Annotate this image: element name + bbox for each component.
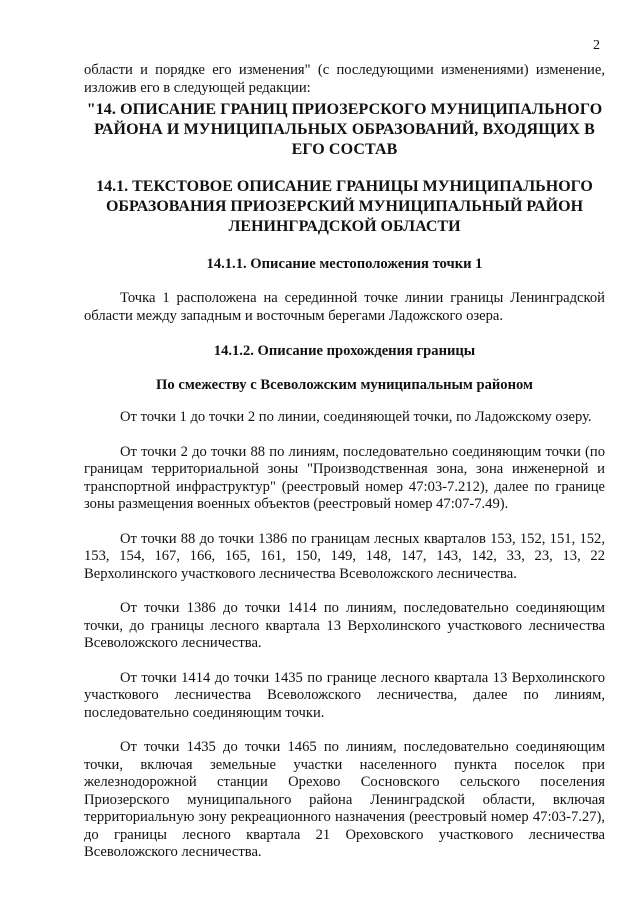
boundary-paragraph: От точки 88 до точки 1386 по границам лесных кварталов 153, 152, 151, 152, 153, 154, 167, 166, 165, 161, 150, 149, 148, 147, 143, 142, 33, 23, 13, 22 Верхолинского участкового лесничества Всеволожского лесничества.	[84, 530, 605, 582]
section-heading-location: 14.1.1. Описание местоположения точки 1	[206, 256, 483, 272]
document-body	[84, 62, 605, 862]
intro-text: области и порядке его изменения" (с последующими изменениями) изменение, изложив его в следующей редакции:	[84, 62, 605, 96]
boundary-paragraph: От точки 1435 до точки 1465 по линиям, последовательно соединяющим точки, включая земельные участки населенного пункта поселок при железнодорожной станции Орехово Сосновского сельского поселения Приозерского муниципального района Ленинградской области, включая территориальную зону рекреационного назначения (реестровый номер 47:03-7.27), до границы лесного квартала 21 Ореховского участкового лесничества Всеволожского лесничества.	[84, 739, 605, 860]
boundary-paragraph: От точки 1386 до точки 1414 по линиям, последовательно соединяющим точки, до границы лесного квартала 13 Верхолинского участкового лесничества Всеволожского лесничества.	[84, 600, 605, 651]
main-heading: "14. ОПИСАНИЕ ГРАНИЦ ПРИОЗЕРСКОГО МУНИЦИПАЛЬНОГО РАЙОНА И МУНИЦИПАЛЬНЫХ ОБРАЗОВАНИЙ, ВХОДЯЩИХ В ЕГО СОСТАВ	[86, 101, 603, 158]
boundary-paragraph: От точки 1 до точки 2 по линии, соединяющей точки, по Ладожскому озеру.	[120, 409, 592, 425]
boundary-paragraph: От точки 2 до точки 88 по линиям, последовательно соединяющим точки (по границам территориальной зоны "Производственная зона, зона инженерной и транспортной инфраструктур" (реестровый номер 47:03-7.212), далее по границе зоны размещения военных объектов (реестровый номер 47:07-7.49).	[84, 443, 605, 512]
boundary-paragraph: От точки 1414 до точки 1435 по границе лесного квартала 13 Верхолинского участкового лесничества Всеволожского лесничества, далее по линиям, последовательно соединяющим точки.	[84, 669, 605, 721]
location-paragraph: Точка 1 расположена на серединной точке линии границы Ленинградской области между западным и восточным берегами Ладожского озера.	[84, 290, 605, 324]
section-heading-boundary: 14.1.2. Описание прохождения границы	[213, 343, 476, 359]
sub-heading: 14.1. ТЕКСТОВОЕ ОПИСАНИЕ ГРАНИЦЫ МУНИЦИПАЛЬНОГО ОБРАЗОВАНИЯ ПРИОЗЕРСКИЙ МУНИЦИПАЛЬНЫЙ РАЙОН ЛЕНИНГРАДСКОЙ ОБЛАСТИ	[96, 178, 593, 235]
neighbor-subheading: По смежеству с Всеволожским муниципальным районом	[156, 377, 533, 393]
page-number: 2	[593, 38, 600, 53]
